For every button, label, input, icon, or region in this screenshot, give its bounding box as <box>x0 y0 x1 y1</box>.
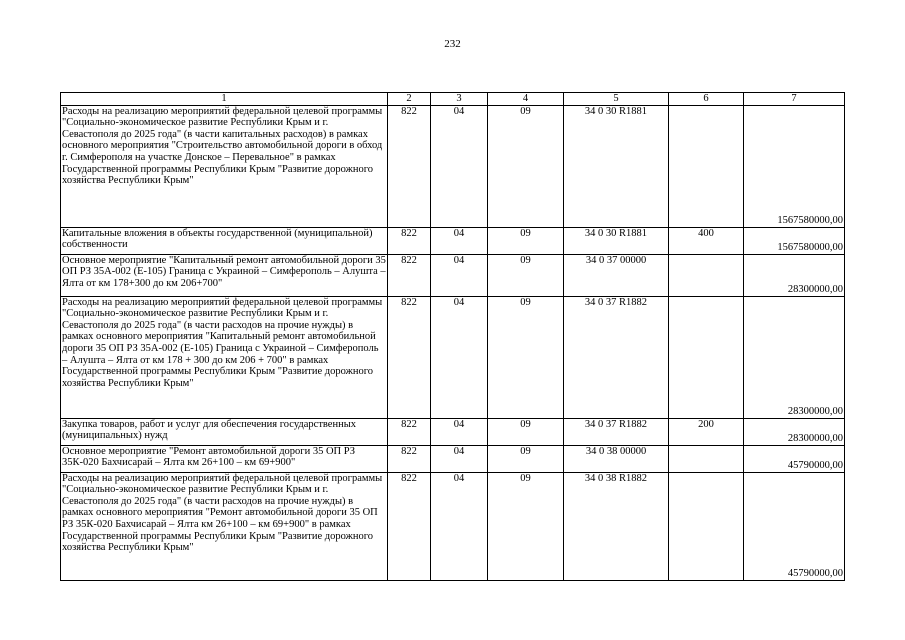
row-name-cell: Закупка товаров, работ и услуг для обеспечения государственных (муниципальных) нужд <box>61 418 388 445</box>
row-cell: 04 <box>431 296 488 418</box>
row-name-cell: Основное мероприятие "Ремонт автомобильной дороги 35 ОП РЗ 35К-020 Бахчисарай – Ялта км 26+100 – км 69+900" <box>61 445 388 472</box>
row-amount-cell: 1567580000,00 <box>744 105 845 227</box>
row-cell: 34 0 30 R1881 <box>564 227 669 254</box>
row-cell: 09 <box>488 105 564 227</box>
table-row <box>61 227 845 254</box>
row-cell: 822 <box>388 296 431 418</box>
row-cell: 34 0 37 R1882 <box>564 296 669 418</box>
row-cell: 822 <box>388 445 431 472</box>
row-cell: 822 <box>388 254 431 296</box>
row-cell: 04 <box>431 472 488 580</box>
row-cell: 34 0 38 R1882 <box>564 472 669 580</box>
column-header: 7 <box>744 93 845 106</box>
row-name-cell: Капитальные вложения в объекты государственной (муниципальной) собственности <box>61 227 388 254</box>
row-cell: 09 <box>488 445 564 472</box>
table-row <box>61 296 845 418</box>
row-cell: 04 <box>431 227 488 254</box>
row-cell: 09 <box>488 227 564 254</box>
row-amount-cell: 45790000,00 <box>744 445 845 472</box>
row-name-cell: Расходы на реализацию мероприятий федеральной целевой программы "Социально-экономическое развитие Республики Крым и г. Севастополя до 2025 года" (в части расходов на прочие нужды) в рамках основного мероприятия "Ремонт автомобильной дороги 35 ОП РЗ 35К-020 Бахчисарай – Ялта км 26+100 – км 69+900" в рамках Государственной программы Республики Крым "Развитие дорожного хозяйства Республики Крым" <box>61 472 388 580</box>
row-cell: 822 <box>388 418 431 445</box>
row-cell: 04 <box>431 254 488 296</box>
row-cell: 200 <box>669 418 744 445</box>
row-cell <box>669 105 744 227</box>
row-amount-cell: 28300000,00 <box>744 418 845 445</box>
column-header: 2 <box>388 93 431 106</box>
column-header: 5 <box>564 93 669 106</box>
row-cell: 09 <box>488 254 564 296</box>
row-cell: 09 <box>488 472 564 580</box>
table-row <box>61 418 845 445</box>
row-cell: 822 <box>388 227 431 254</box>
row-name-cell: Расходы на реализацию мероприятий федеральной целевой программы "Социально-экономическое развитие Республики Крым и г. Севастополя до 2025 года" (в части расходов на прочие нужды) в рамках основного мероприятия "Капитальный ремонт автомобильной дороги 35 ОП РЗ 35А-002 (Е-105) Граница с Украиной – Симферополь – Алушта – Ялта от км 178 + 300 до км 206 + 700" в рамках Государственной программы Республики Крым "Развитие дорожного хозяйства Республики Крым" <box>61 296 388 418</box>
row-cell: 04 <box>431 105 488 227</box>
budget-table <box>60 92 845 581</box>
row-cell: 822 <box>388 105 431 227</box>
table-row <box>61 472 845 580</box>
row-cell: 400 <box>669 227 744 254</box>
page-number: 232 <box>444 38 461 50</box>
row-amount-cell: 1567580000,00 <box>744 227 845 254</box>
column-header: 4 <box>488 93 564 106</box>
row-cell <box>669 472 744 580</box>
row-cell: 34 0 37 00000 <box>564 254 669 296</box>
row-cell: 34 0 38 00000 <box>564 445 669 472</box>
row-cell: 04 <box>431 445 488 472</box>
row-amount-cell: 28300000,00 <box>744 254 845 296</box>
row-cell: 34 0 37 R1882 <box>564 418 669 445</box>
row-cell: 09 <box>488 418 564 445</box>
row-cell <box>669 296 744 418</box>
table-header-row <box>61 93 845 106</box>
column-header: 1 <box>61 93 388 106</box>
row-cell: 822 <box>388 472 431 580</box>
table-row <box>61 445 845 472</box>
row-cell <box>669 445 744 472</box>
table-row <box>61 105 845 227</box>
row-cell <box>669 254 744 296</box>
table-row <box>61 254 845 296</box>
column-header: 3 <box>431 93 488 106</box>
row-amount-cell: 28300000,00 <box>744 296 845 418</box>
row-name-cell: Основное мероприятие "Капитальный ремонт автомобильной дороги 35 ОП РЗ 35А-002 (Е-105) Граница с Украиной – Симферополь – Алушта – Ялта от км 178+300 до км 206+700" <box>61 254 388 296</box>
row-cell: 09 <box>488 296 564 418</box>
row-cell: 04 <box>431 418 488 445</box>
row-name-cell: Расходы на реализацию мероприятий федеральной целевой программы "Социально-экономическое развитие Республики Крым и г. Севастополя до 2025 года" (в части капитальных расходов) в рамках основного мероприятия "Строительство автомобильной дороги в обход г. Симферополя на участке Донское – Перевальное" в рамках Государственной программы Республики Крым "Развитие дорожного хозяйства Республики Крым" <box>61 105 388 227</box>
column-header: 6 <box>669 93 744 106</box>
row-cell: 34 0 30 R1881 <box>564 105 669 227</box>
row-amount-cell: 45790000,00 <box>744 472 845 580</box>
